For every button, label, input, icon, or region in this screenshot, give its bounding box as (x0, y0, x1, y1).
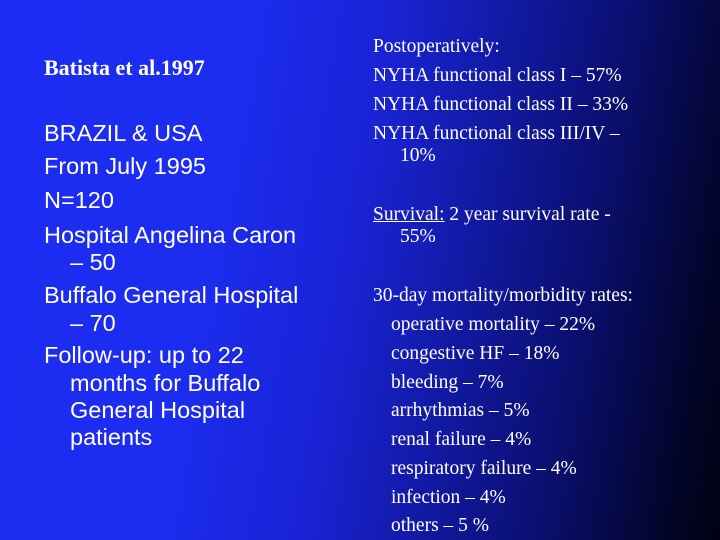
site-buffalo: Buffalo General Hospital (44, 282, 299, 308)
study-start: From July 1995 (44, 153, 206, 179)
slide-title: Batista et al.1997 (44, 55, 205, 80)
study-sites: BRAZIL & USA (44, 120, 203, 146)
survival-label: Survival: (373, 204, 445, 225)
follow-up-line4: patients (70, 424, 153, 450)
site-caron: Hospital Angelina Caron (44, 222, 297, 248)
survival-text: 2 year survival rate - (444, 204, 611, 225)
mortality-item: renal failure – 4% (391, 429, 532, 450)
mortality-heading: 30-day mortality/morbidity rates: (373, 285, 633, 306)
follow-up: Follow-up: up to 22 (44, 342, 244, 368)
site-buffalo-count: – 70 (70, 310, 116, 336)
nyha-class-3-4-value: 10% (400, 145, 436, 166)
mortality-item: arrhythmias – 5% (391, 400, 530, 421)
mortality-item: others – 5 % (391, 515, 490, 536)
follow-up-line3: General Hospital (70, 397, 246, 423)
mortality-item: infection – 4% (391, 487, 506, 508)
nyha-class-1: NYHA functional class I – 57% (373, 65, 622, 86)
mortality-item: bleeding – 7% (391, 372, 504, 393)
site-caron-count: – 50 (70, 249, 116, 275)
follow-up-line2: months for Buffalo (70, 370, 261, 396)
mortality-item: congestive HF – 18% (391, 343, 560, 364)
nyha-class-3-4: NYHA functional class III/IV – (373, 123, 620, 144)
mortality-item: operative mortality – 22% (391, 314, 596, 335)
nyha-class-2: NYHA functional class II – 33% (373, 94, 629, 115)
survival-value: 55% (400, 226, 436, 247)
postop-heading: Postoperatively: (373, 36, 500, 57)
sample-size: N=120 (44, 187, 114, 213)
mortality-item: respiratory failure – 4% (391, 458, 577, 479)
